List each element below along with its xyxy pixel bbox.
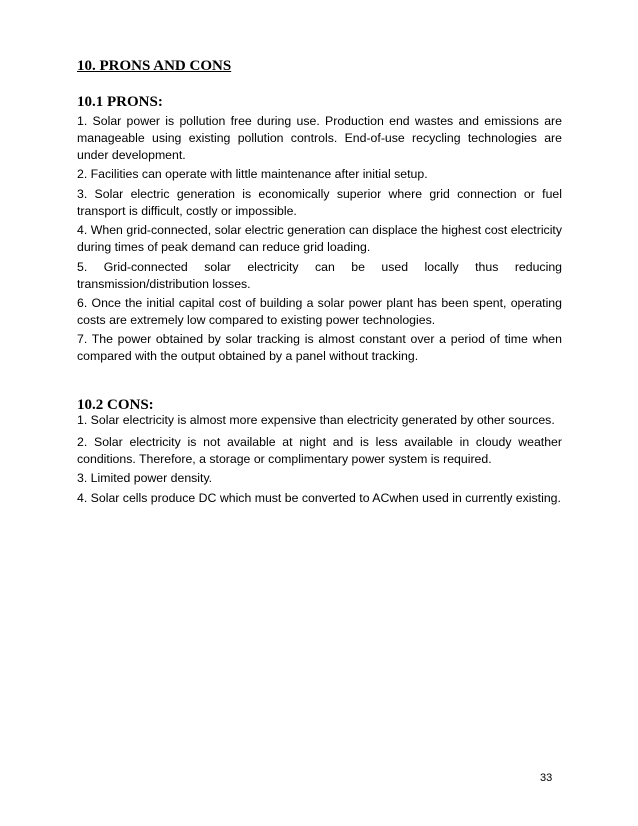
pros-item-5: 5. Grid-connected solar electricity can be used locally thus reducing transmission/distribution losses.: [77, 260, 562, 291]
pros-item-4: 4. When grid-connected, solar electric generation can displace the highest cost electricity during times of peak demand can reduce grid loading.: [77, 223, 562, 254]
cons-item-4: 4. Solar cells produce DC which must be converted to ACwhen used in currently existing.: [77, 491, 561, 505]
cons-heading: 10.2 CONS:: [77, 397, 154, 413]
cons-item-2: 2. Solar electricity is not available at night and is less available in cloudy weather conditions. Therefore, a storage or complimentary power system is required.: [77, 435, 562, 466]
pros-heading: 10.1 PRONS:: [77, 94, 163, 110]
pros-item-6: 6. Once the initial capital cost of building a solar power plant has been spent, operating costs are extremely low compared to existing power technologies.: [77, 296, 562, 327]
pros-item-2: 2. Facilities can operate with little maintenance after initial setup.: [77, 167, 428, 181]
pros-item-1: 1. Solar power is pollution free during use. Production end wastes and emissions are manageable using existing pollution controls. End-of-use recycling technologies are under development.: [77, 114, 562, 162]
pros-item-3: 3. Solar electric generation is economically superior where grid connection or fuel transport is difficult, costly or impossible.: [77, 187, 562, 218]
cons-item-3: 3. Limited power density.: [77, 471, 213, 485]
pros-item-7: 7. The power obtained by solar tracking is almost constant over a period of time when compared with the output obtained by a panel without tracking.: [77, 332, 562, 363]
section-title: 10. PRONS AND CONS: [77, 58, 232, 74]
cons-item-1: 1. Solar electricity is almost more expensive than electricity generated by other sources.: [77, 413, 555, 427]
page-number: 33: [540, 772, 553, 784]
